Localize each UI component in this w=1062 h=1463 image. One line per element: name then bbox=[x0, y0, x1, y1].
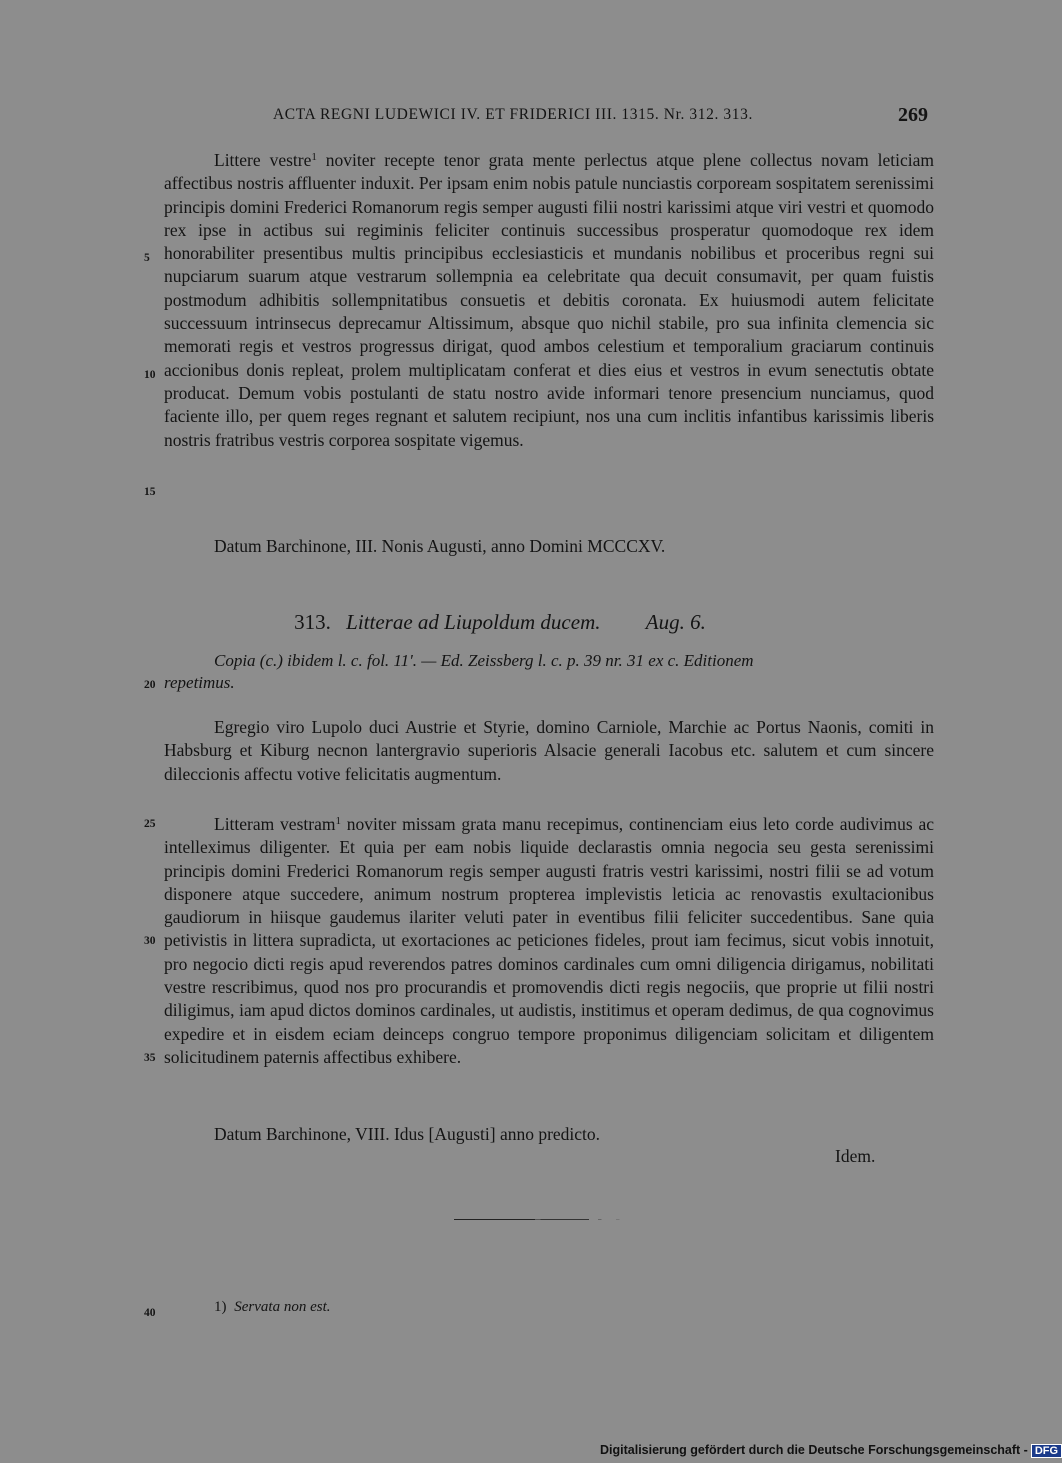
line-number-40: 40 bbox=[144, 1307, 156, 1319]
document-heading bbox=[0, 610, 1000, 635]
credit-text: Digitalisierung gefördert durch die Deutsche Forschungsgemeinschaft - bbox=[600, 1443, 1028, 1457]
source-note bbox=[164, 650, 934, 694]
section-divider bbox=[454, 1219, 634, 1220]
page-number: 269 bbox=[898, 104, 928, 126]
footnote-mark: 1) bbox=[214, 1299, 227, 1315]
document-number: 313. bbox=[294, 610, 331, 634]
letter-313-body bbox=[164, 813, 934, 1069]
letter-312-paragraph: Littere vestre$^1$ noviter recepte tenor grata mente perlectus atque plene collectus novam leticiam affectibus nostris affluenter induxit. Per ipsam enim nobis patule nunciastis corpoream sospitatem serenissimi principis domini Frederici Romanorum regis semper augusti filii nostri karissimi atque viri vestri et quomodo rex ipse in actibus sui regiminis feliciter continuis successibus prosperatur quomodoque rex idem honorabiliter presentibus multis principibus ecclesiasticis et mundanis nobilibus et proceribus regni sui nupciarum suarum atque vestrarum sollempnia ea celebritate qua decuit consumavit, per quam fuistis postmodum adhibitis sollempnitatibus consuetis et debitis coronata. Ex huiusmodi autem felicitate successuum intrinsecus deprecamur Altissimum, absque quo nichil stabile, pro sua infinita clemencia sic memorati regis et vestros progressus dirigat, quod ambos celestium et temporalium graciarum continuis accionibus donis repleat, prolem multiplicatam conferat et dies eius et vestros in evum senectutis obtate producat. Demum vobis postulanti de statu nostro avide informari tenore presencium nunciamus, quod faciente illo, per quem reges regnant et salutem recipiunt, nos una cum inclitis infantibus karissimis liberis nostris fratribus vestris corporea sospitate vigemus. bbox=[164, 150, 934, 450]
line-number-20: 20 bbox=[144, 679, 156, 691]
line-number-25: 25 bbox=[144, 818, 156, 830]
signature: Idem. bbox=[835, 1146, 876, 1166]
line-number-30: 30 bbox=[144, 935, 156, 947]
letter-312-date-line: Datum Barchinone, III. Nonis Augusti, anno Domini MCCCXV. bbox=[214, 536, 666, 556]
document-title: Litterae ad Liupoldum ducem. bbox=[346, 610, 601, 634]
line-number-5: 5 bbox=[144, 252, 150, 264]
letter-313-date-line: Datum Barchinone, VIII. Idus [Augusti] anno predicto. bbox=[214, 1124, 601, 1144]
dfg-logo: DFG bbox=[1031, 1444, 1062, 1458]
running-header: ACTA REGNI LUDEWICI IV. ET FRIDERICI III. 1315. Nr. 312. 313. bbox=[273, 106, 753, 123]
letter-313-paragraph: Litteram vestram$^1$ noviter missam grata manu recepimus, continenciam eius leto corde audivimus ac intelleximus diligenter. Et quia per eam nobis liquide declarastis omnia negocia seu gesta serenissimi principis domini Frederici Romanorum regis semper augusti fratris vestri karissimi, nostri filii se ad votum disponere atque succedere, animum nostrum propterea implevistis leticia ac renovastis exultacionibus gaudiorum in hiisque gaudemus ilariter veluti pater in eventibus filii feliciter succedentibus. Sane quia petivistis in littera supradicta, ut exortaciones ac peticiones fideles, prout iam fecimus, sicut vobis innotuit, pro negocio dicti regis apud reverendos patres dominos cardinales cum omni diligencia dirigamus, nobilitati vestre rescribimus, quod nos pro procurandis et promovendis dicti regis negociis, que proprie ut filii nostri diligimus, iam apud dictos dominos cardinales, ut audistis, institimus et operam dedimus, de qua cognovimus expedire et in eisdem eciam deinceps congruo tempore proponimus diligenciam solicitam et diligentem solicitudinem paternis affectibus exhibere. bbox=[164, 814, 934, 1067]
letter-313-address bbox=[164, 716, 934, 786]
line-number-10: 10 bbox=[144, 369, 156, 381]
digitization-credit bbox=[600, 1443, 1062, 1458]
address-paragraph: Egregio viro Lupolo duci Austrie et Styrie, domino Carniole, Marchie ac Portus Naonis, comiti in Habsburg et Kiburg necnon lantergravio superioris Alsacie generali Iacobus etc. salutem et cum sincere dileccionis affectu votive felicitatis augmentum. bbox=[164, 717, 934, 784]
line-number-15: 15 bbox=[144, 486, 156, 498]
line-number-35: 35 bbox=[144, 1052, 156, 1064]
source-note-line-1: Copia (c.) ibidem l. c. fol. 11'. — Ed. Zeissberg l. c. p. 39 nr. 31 ex c. Editionem bbox=[214, 651, 754, 670]
source-note-line-2: repetimus. bbox=[164, 673, 235, 692]
footnote-text: Servata non est. bbox=[234, 1299, 331, 1315]
document-date: Aug. 6. bbox=[645, 610, 706, 634]
footnote bbox=[214, 1299, 330, 1316]
letter-312-body bbox=[164, 149, 934, 452]
